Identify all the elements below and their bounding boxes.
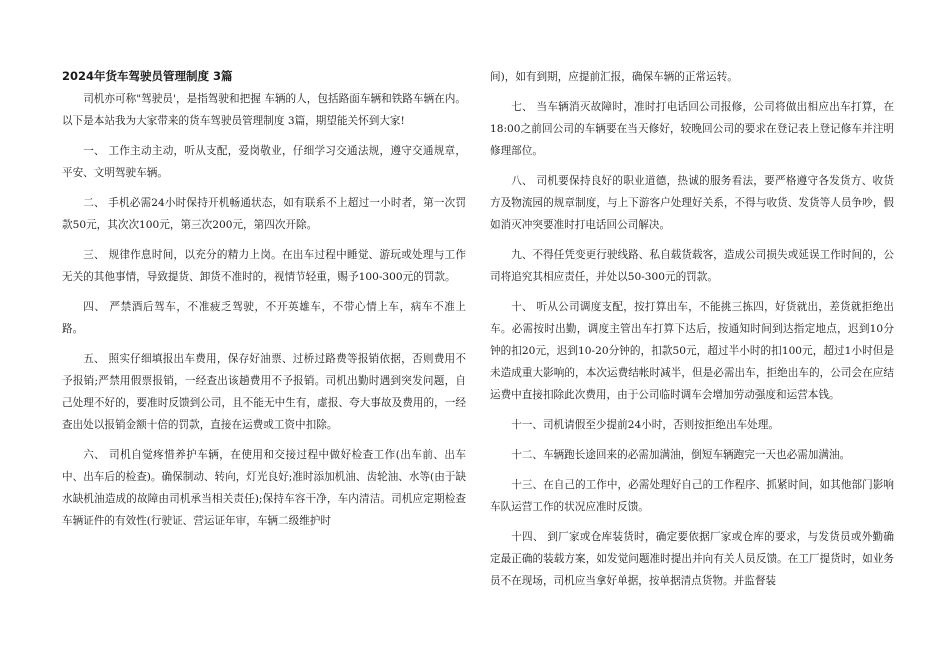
intro-paragraph: 司机亦可称"驾驶员'，是指驾驶和把握 车辆的人，包括路面车辆和铁路车辆在内。以下是本站我为大家带来的货车驾驶员管理制度 3篇，期望能关怀到大家! — [62, 93, 466, 127]
rule-paragraph-14: 十四、 到厂家或仓库装货时，确定要依据厂家或仓库的要求，与发货员或外勤确定最正确的装载方案，如发觉问题准时提出并向有关人员反馈。在工厂提货时，如业务员不在现场，司机应当拿好单据，按单据清点货物。并监督装 — [490, 531, 894, 587]
rule-paragraph-6-continued: 间)，如有到期，应提前汇报，确保车辆的正常运转。 — [490, 71, 738, 83]
right-column — [490, 66, 894, 600]
rule-paragraph-5: 五、 照实仔细填报出车费用，保存好油票、过桥过路费等报销依据，否则费用不予报销;严禁用假票报销，一经查出该趟费用不予报销。司机出勤时遇到突发问题，自己处理不好的，要准时反馈到公司，且不能无中生有，虚报、夸大事故及费用的，一经查出处以报销金额十倍的罚款，直接在运费或工资中扣除。 — [62, 353, 466, 431]
rule-paragraph-13: 十三、在自己的工作中，必需处理好自己的工作程序、抓紧时间，如其他部门影响车队运营工作的状况应准时反馈。 — [490, 479, 894, 513]
rule-paragraph-2: 二、 手机必需24小时保持开机畅通状态，如有联系不上超过一小时者，第一次罚款50元，其次次100元，第三次200元，第四次开除。 — [62, 197, 466, 231]
rule-paragraph-9: 九、不得任凭变更行驶线路、私自载货载客，造成公司损失或延误工作时间的，公司将追究其相应责任，并处以50-300元的罚款。 — [490, 249, 894, 283]
rule-paragraph-10: 十、 听从公司调度支配，按打算出车，不能挑三拣四，好货就出，差货就拒绝出车。必需按时出勤，调度主管出车打算下达后，按通知时间到达指定地点，迟到10分钟的扣20元，迟到10-20分钟的，扣款50元，超过半小时的扣100元，超过1小时但是未造成重大影响的，本次运费结帐时减半，但是必需出车，拒绝出车的，公司会在应结运费中直接扣除此次费用，由于公司临时调车会增加劳动强度和运营本钱。 — [490, 301, 894, 401]
rule-paragraph-11: 十一、司机请假至少提前24小时，否则按拒绝出车处理。 — [511, 419, 779, 431]
rule-paragraph-4: 四、 严禁酒后驾车，不准疲乏驾驶，不开英雄车，不带心情上车，病车不准上路。 — [62, 301, 466, 335]
rule-paragraph-8: 八、 司机要保持良好的职业道德，热诚的服务看法，要严格遵守各发货方、收货方及物流园的规章制度，与上下游客户处理好关系，不得与收货、发货等人员争吵，假如消灭冲突要准时打电话回公司解决。 — [490, 175, 894, 231]
left-column — [62, 66, 466, 540]
rule-paragraph-3: 三、 规律作息时间，以充分的精力上岗。在出车过程中睡觉、游玩或处理与工作无关的其他事情，导致提货、卸货不准时的，视情节轻重，赐予100-300元的罚款。 — [62, 249, 466, 283]
rule-paragraph-12: 十二、车辆跑长途回来的必需加满油，倒短车辆跑完一天也必需加满油。 — [511, 449, 851, 461]
rule-paragraph-6: 六、 司机自觉疼惜养护车辆，在使用和交接过程中做好检查工作(出车前、出车中、出车后的检查)。确保制动、转向，灯光良好;准时添加机油、齿轮油、水等(由于缺水缺机油造成的故障由司机承当相关责任);保持车容干净，车内清洁。司机应定期检查车辆证件的有效性(行驶证、营运证年审，车辆二级维护时 — [62, 449, 466, 527]
document-title: 2024年货车驾驶员管理制度 3篇 — [62, 69, 233, 83]
rule-paragraph-7: 七、 当车辆消灭故障时，准时打电话回公司报修，公司将做出相应出车打算，在18:00之前回公司的车辆要在当天修好，较晚回公司的要求在登记表上登记修车并注明修理部位。 — [490, 101, 894, 157]
rule-paragraph-1: 一、 工作主动主动，听从支配，爱岗敬业，仔细学习交通法规，遵守交通规章，平安、文明驾驶车辆。 — [62, 145, 466, 179]
